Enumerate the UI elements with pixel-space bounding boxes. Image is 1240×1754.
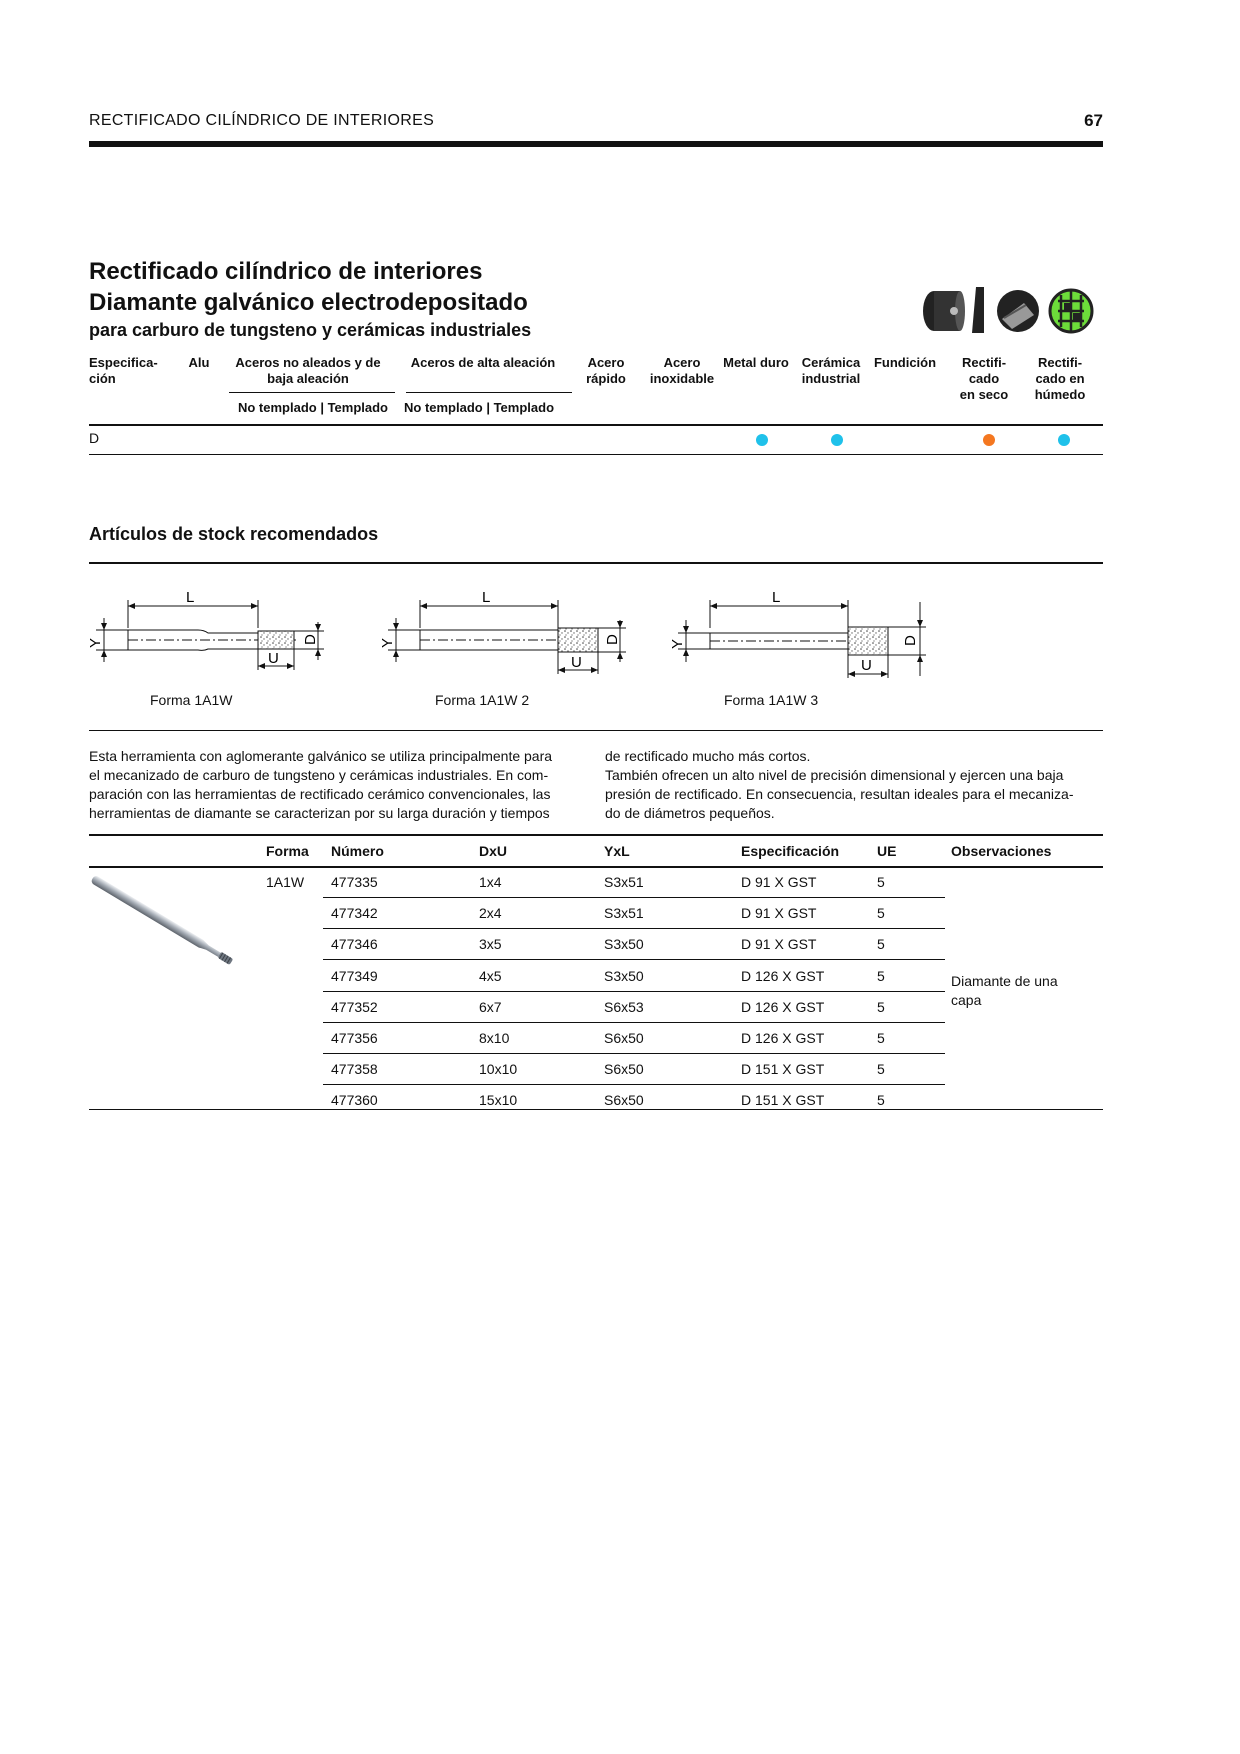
diagram-caption-1: Forma 1A1W (150, 692, 233, 708)
dim-label-u: U (861, 657, 872, 674)
th-forma: Forma (266, 843, 309, 859)
cell-especificacion: D 91 X GST (741, 936, 817, 952)
description-col2: de rectificado mucho más cortos. También ofrecen un alto nivel de precisión dimensional y ejercen una baja presión de rectificado. En consecuencia, resultan ideales para el mecaniza- do de diámetros pequeños. (605, 748, 1074, 821)
stock-section-title: Artículos de stock recomendados (89, 524, 379, 544)
cell-especificacion: D 91 X GST (741, 905, 817, 921)
templado-subheader-2: No templado | Templado (404, 400, 555, 415)
table-row-rule (323, 928, 945, 929)
cell-numero: 477356 (331, 1030, 378, 1046)
diagram-caption-2: Forma 1A1W 2 (435, 692, 530, 708)
cell-yxl: S6x50 (604, 1061, 644, 1077)
page-subtitle: para carburo de tungsteno y cerámicas industriales (89, 320, 532, 340)
product-table-top-rule (89, 834, 1103, 836)
description-col1: Esta herramienta con aglomerante galvánico se utiliza principalmente para el mecanizado de carburo de tungsteno y cerámicas industriales. En com- paración con las herramientas de rectificado cerámico convencionales, las herramientas de diamante se caracterizan por su larga duración y tiempos (89, 748, 553, 821)
stock-section-rule (89, 562, 1103, 564)
cell-ue: 5 (877, 874, 885, 890)
cell-especificacion: D 126 X GST (741, 1030, 825, 1046)
table-row-rule (323, 897, 945, 898)
page-number: 67 (1084, 111, 1103, 130)
th-yxl: YxL (604, 843, 630, 859)
observation-text: Diamante de una capa (951, 973, 1058, 1008)
cell-ue: 5 (877, 1030, 885, 1046)
cell-especificacion: D 151 X GST (741, 1092, 825, 1108)
cell-ue: 5 (877, 905, 885, 921)
th-dxu: DxU (479, 843, 508, 859)
col-rectificado-seco: Rectifi- cado en seco (959, 355, 1009, 402)
col-acero-inoxidable: Acero inoxidable (649, 355, 715, 386)
cell-ue: 5 (877, 999, 885, 1015)
cell-especificacion: D 151 X GST (741, 1061, 825, 1077)
cell-dxu: 10x10 (479, 1061, 518, 1077)
dot-ceramica (831, 434, 843, 446)
forma-value: 1A1W (266, 874, 305, 890)
table-row-rule (323, 1053, 945, 1054)
cell-numero: 477342 (331, 905, 378, 921)
dim-label-u: U (268, 650, 279, 667)
dot-metal-duro (756, 434, 768, 446)
col-acero-rapido: Acero rápido (586, 355, 626, 386)
dim-label-y: Y (669, 638, 686, 649)
cell-numero: 477352 (331, 999, 378, 1015)
page-title-line2: Diamante galvánico electrodepositado (89, 289, 528, 316)
dim-label-l: L (482, 589, 491, 606)
product-image (88, 872, 263, 982)
col-ceramica: Cerámica industrial (801, 355, 861, 386)
col-metal-duro: Metal duro (723, 355, 789, 370)
col-especificacion: Especifica- ción (89, 355, 158, 386)
cell-ue: 5 (877, 1092, 885, 1108)
cell-yxl: S6x50 (604, 1092, 644, 1108)
dim-label-l: L (186, 589, 195, 606)
running-title: RECTIFICADO CILÍNDRICO DE INTERIORES (89, 112, 435, 129)
grinding-wheel-icon (923, 287, 984, 333)
dim-label-d: D (302, 634, 319, 645)
dim-label-d: D (902, 635, 919, 646)
cell-numero: 477335 (331, 874, 378, 890)
col-fundicion: Fundición (873, 355, 937, 370)
header-rule (89, 141, 1103, 147)
col-aceros-alta-aleacion: Aceros de alta aleación (410, 355, 556, 370)
process-icons (914, 283, 1094, 339)
table-row-rule (323, 1084, 945, 1085)
material-table-header-rule (89, 424, 1103, 426)
cell-dxu: 2x4 (479, 905, 502, 921)
th-numero: Número (331, 843, 384, 859)
dim-label-y: Y (87, 637, 104, 648)
table-row-rule (323, 991, 945, 992)
cell-yxl: S3x51 (604, 905, 644, 921)
table-row-rule (323, 1022, 945, 1023)
th-especificacion: Especificación (741, 843, 840, 859)
dim-label-u: U (571, 654, 582, 671)
tool-sharpening-icon (997, 290, 1039, 332)
col-alu: Alu (188, 355, 210, 370)
cell-dxu: 3x5 (479, 936, 502, 952)
cell-ue: 5 (877, 1061, 885, 1077)
cell-especificacion: D 126 X GST (741, 999, 825, 1015)
dim-label-l: L (772, 589, 781, 606)
cell-dxu: 6x7 (479, 999, 502, 1015)
cell-yxl: S3x50 (604, 936, 644, 952)
cell-especificacion: D 91 X GST (741, 874, 817, 890)
th-observaciones: Observaciones (951, 843, 1052, 859)
cell-dxu: 1x4 (479, 874, 502, 890)
cell-numero: 477346 (331, 936, 378, 952)
cell-ue: 5 (877, 936, 885, 952)
cell-numero: 477360 (331, 1092, 378, 1108)
product-table-bottom-rule (89, 1109, 1103, 1110)
col-rectificado-humedo: Rectifi- cado en húmedo (1034, 355, 1086, 402)
cell-dxu: 8x10 (479, 1030, 510, 1046)
subheader-rule-1 (229, 392, 395, 393)
diagram-1a1w-2 (378, 588, 628, 680)
th-ue: UE (877, 843, 897, 859)
templado-subheader-1: No templado | Templado (237, 400, 388, 415)
cell-yxl: S3x51 (604, 874, 644, 890)
dim-label-d: D (604, 634, 621, 645)
dot-rectificado-humedo (1058, 434, 1070, 446)
cell-ue: 5 (877, 968, 885, 984)
green-grid-icon (1050, 290, 1092, 332)
col-aceros-no-aleados: Aceros no aleados y de baja aleación (235, 355, 381, 386)
cell-yxl: S6x53 (604, 999, 644, 1015)
product-table-header-rule (89, 866, 1103, 868)
diagram-1a1w (86, 588, 336, 680)
cell-yxl: S3x50 (604, 968, 644, 984)
cell-especificacion: D 126 X GST (741, 968, 825, 984)
cell-numero: 477349 (331, 968, 378, 984)
cell-numero: 477358 (331, 1061, 378, 1077)
spec-value: D (89, 430, 100, 446)
dot-rectificado-seco (983, 434, 995, 446)
subheader-rule-2 (406, 392, 572, 393)
cell-dxu: 4x5 (479, 968, 502, 984)
dim-label-y: Y (379, 637, 396, 648)
table-row-rule (323, 959, 945, 960)
diagram-1a1w-3 (668, 588, 938, 680)
diagram-bottom-rule (89, 730, 1103, 731)
diagram-caption-3: Forma 1A1W 3 (724, 692, 819, 708)
material-table-bottom-rule (89, 454, 1103, 455)
cell-dxu: 15x10 (479, 1092, 518, 1108)
cell-yxl: S6x50 (604, 1030, 644, 1046)
page-title: Rectificado cilíndrico de interiores (89, 258, 483, 285)
